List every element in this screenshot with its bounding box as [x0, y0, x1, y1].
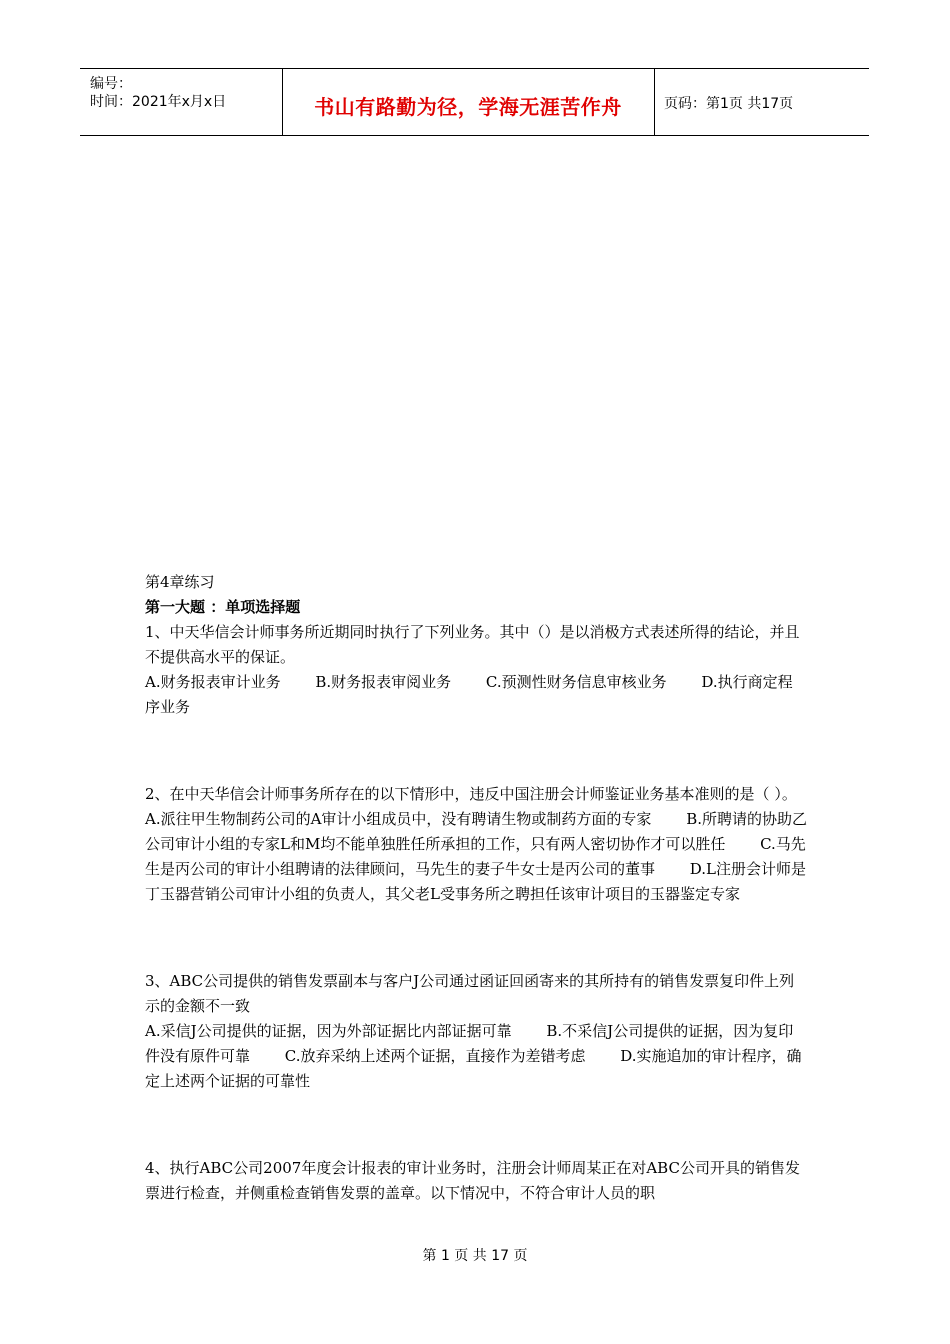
motto-text: 书山有路勤为径，学海无涯苦作舟: [314, 95, 622, 119]
question-2-options: A.派往甲生物制药公司的A审计小组成员中，没有聘请生物或制药方面的专家 B.所聘请的协助乙公司审计小组的专家L和M均不能单独胜任所承担的工作，只有两人密切协作才可以胜任 C.马先生是丙公司的审计小组聘请的法律顾问，马先生的妻子牛女士是丙公司的董事 D.L注册会计师是丁玉器营销公司审计小组的负责人，其父老L受事务所之聘担任该审计项目的玉器鉴定专家: [145, 810, 807, 903]
chapter-title: 第4章练习: [145, 573, 215, 591]
question-3-stem: 3、ABC公司提供的销售发票副本与客户J公司通过函证回函寄来的其所持有的销售发票复印件上列示的金额不一致: [145, 972, 795, 1015]
spacer: [145, 907, 807, 969]
page-label: 页码：第1页 共17页: [664, 96, 794, 112]
header-table: [80, 68, 869, 136]
date-label: 时间：2021年x月x日: [90, 94, 227, 110]
page-footer: 第 1 页 共 17 页: [422, 1248, 528, 1264]
document-body: [145, 570, 807, 1206]
spacer: [145, 1094, 807, 1156]
header-info-cell: [80, 69, 283, 135]
spacer: [145, 720, 807, 782]
section-title: 第一大题 ：单项选择题: [145, 598, 301, 616]
question-1-stem: 1、中天华信会计师事务所近期同时执行了下列业务。其中（）是以消极方式表述所得的结论，并且不提供高水平的保证。: [145, 623, 800, 666]
header-motto-cell: [282, 69, 655, 135]
question-4-stem: 4、执行ABC公司2007年度会计报表的审计业务时，注册会计师周某正在对ABC公司开具的销售发票进行检查，并侧重检查销售发票的盖章。以下情况中，不符合审计人员的职: [145, 1159, 800, 1202]
question-2-stem: 2、在中天华信会计师事务所存在的以下情形中，违反中国注册会计师鉴证业务基本准则的是（ ）。: [145, 785, 797, 803]
number-label: 编号：: [90, 76, 132, 92]
question-1-options: A.财务报表审计业务 B.财务报表审阅业务 C.预测性财务信息审核业务 D.执行商定程序业务: [145, 673, 793, 716]
header-page-cell: [654, 69, 869, 135]
question-3-options: A.采信J公司提供的证据，因为外部证据比内部证据可靠 B.不采信J公司提供的证据，因为复印件没有原件可靠 C.放弃采纳上述两个证据，直接作为差错考虑 D.实施追加的审计程序，确定上述两个证据的可靠性: [145, 1022, 802, 1090]
